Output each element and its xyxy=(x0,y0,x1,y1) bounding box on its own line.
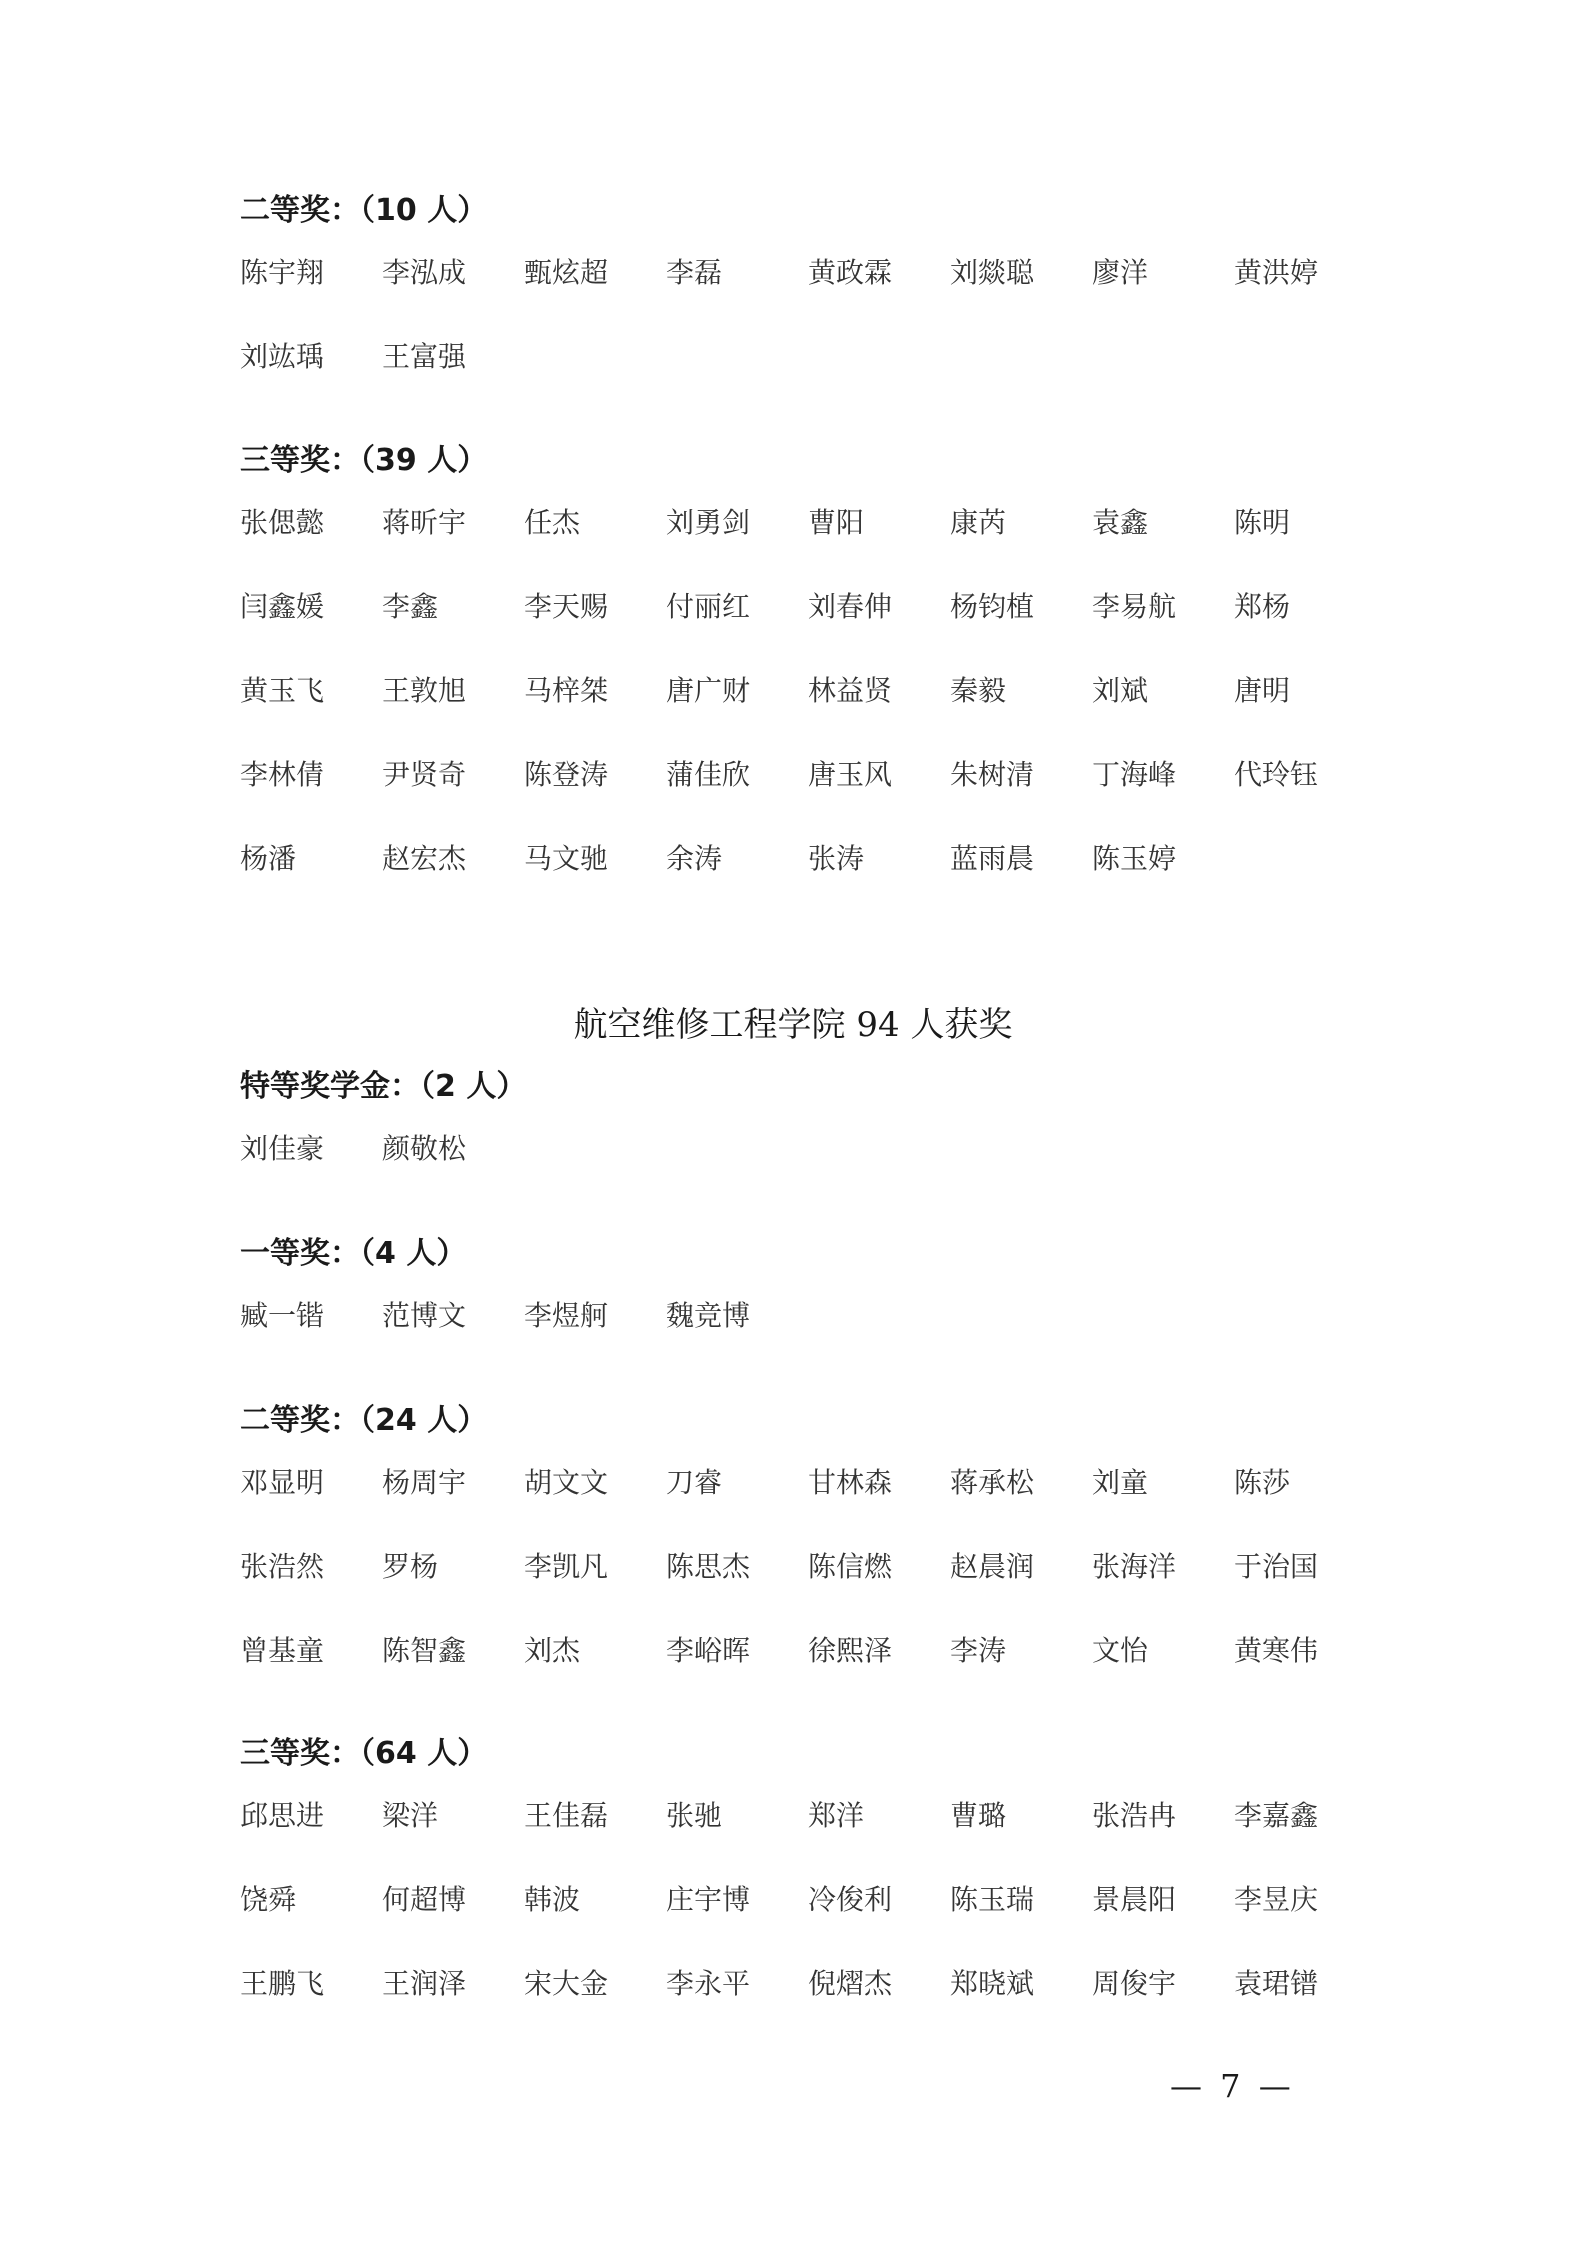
award-section-third-prize-top xyxy=(240,440,1360,880)
awardee-name: 张海洋 xyxy=(1092,1550,1177,1583)
awardee-name: 刘春伸 xyxy=(808,590,893,623)
awardee-name: 刀睿 xyxy=(666,1466,723,1499)
awardee-name: 余涛 xyxy=(666,842,723,875)
awardee-name: 李昱庆 xyxy=(1234,1883,1319,1916)
awardee-name: 张浩冉 xyxy=(1092,1799,1177,1832)
awardee-name: 康芮 xyxy=(950,506,1007,539)
awardee-name: 李涛 xyxy=(950,1634,1007,1667)
awardee-name: 郑杨 xyxy=(1234,590,1291,623)
college-heading: 航空维修工程学院 94 人获奖 xyxy=(573,1005,1013,1045)
awardee-name: 陈思杰 xyxy=(666,1550,751,1583)
page-number: — 7 — xyxy=(1170,2067,1295,2105)
awardee-name: 刘佳豪 xyxy=(240,1132,325,1165)
awardee-name: 甘林森 xyxy=(808,1466,893,1499)
awardee-name: 王佳磊 xyxy=(524,1799,609,1832)
awardee-name: 颜敬松 xyxy=(382,1132,467,1165)
awardee-name: 陈宇翔 xyxy=(240,256,325,289)
awardee-name: 杨潘 xyxy=(240,842,297,875)
awardee-name: 臧一锴 xyxy=(240,1299,325,1332)
awardee-name: 范博文 xyxy=(382,1299,467,1332)
awardee-name: 廖洋 xyxy=(1092,256,1149,289)
awardee-name: 尹贤奇 xyxy=(382,758,467,791)
awardee-name: 陈智鑫 xyxy=(382,1634,467,1667)
section-heading: 三等奖：（39 人） xyxy=(240,443,488,478)
awardee-name: 李峪晖 xyxy=(666,1634,751,1667)
awardee-name: 赵宏杰 xyxy=(382,842,467,875)
awardee-name: 陈玉瑞 xyxy=(950,1883,1035,1916)
section-heading: 特等奖学金：（2 人） xyxy=(240,1069,527,1104)
awardee-name: 刘杰 xyxy=(524,1634,581,1667)
award-section-third-prize xyxy=(240,1733,1360,2005)
name-grid xyxy=(240,1128,1360,1170)
awardee-name: 文怡 xyxy=(1092,1634,1149,1667)
awardee-name: 邱思进 xyxy=(240,1799,325,1832)
awardee-name: 王润泽 xyxy=(382,1967,467,2000)
awardee-name: 景晨阳 xyxy=(1092,1883,1177,1916)
awardee-name: 梁洋 xyxy=(382,1799,439,1832)
awardee-name: 胡文文 xyxy=(524,1466,609,1499)
awardee-name: 任杰 xyxy=(524,506,581,539)
awardee-name: 魏竞博 xyxy=(666,1299,751,1332)
name-grid xyxy=(240,1462,1360,1672)
awardee-name: 李永平 xyxy=(666,1967,751,2000)
awardee-name: 马文驰 xyxy=(524,842,609,875)
awardee-name: 曾基童 xyxy=(240,1634,325,1667)
awardee-name: 何超博 xyxy=(382,1883,467,1916)
awardee-name: 刘燚聪 xyxy=(950,256,1035,289)
award-section-second-prize xyxy=(240,1400,1360,1672)
awardee-name: 付丽红 xyxy=(666,590,751,623)
awardee-name: 林益贤 xyxy=(808,674,893,707)
awardee-name: 罗杨 xyxy=(382,1550,439,1583)
awardee-name: 张涛 xyxy=(808,842,865,875)
awardee-name: 杨周宇 xyxy=(382,1466,467,1499)
awardee-name: 宋大金 xyxy=(524,1967,609,2000)
name-grid xyxy=(240,1295,1360,1337)
awardee-name: 陈明 xyxy=(1234,506,1291,539)
awardee-name: 陈登涛 xyxy=(524,758,609,791)
awardee-name: 李林倩 xyxy=(240,758,325,791)
awardee-name: 唐明 xyxy=(1234,674,1291,707)
awardee-name: 王富强 xyxy=(382,340,467,373)
awardee-name: 闫鑫媛 xyxy=(240,590,325,623)
awardee-name: 王敦旭 xyxy=(382,674,467,707)
awardee-name: 曹璐 xyxy=(950,1799,1007,1832)
awardee-name: 蓝雨晨 xyxy=(950,842,1035,875)
awardee-name: 蒋承松 xyxy=(950,1466,1035,1499)
awardee-name: 王鹏飞 xyxy=(240,1967,325,2000)
awardee-name: 刘斌 xyxy=(1092,674,1149,707)
awardee-name: 饶舜 xyxy=(240,1883,297,1916)
awardee-name: 刘勇剑 xyxy=(666,506,751,539)
awardee-name: 黄寒伟 xyxy=(1234,1634,1319,1667)
awardee-name: 陈信燃 xyxy=(808,1550,893,1583)
awardee-name: 袁鑫 xyxy=(1092,506,1149,539)
awardee-name: 冷俊利 xyxy=(808,1883,893,1916)
awardee-name: 丁海峰 xyxy=(1092,758,1177,791)
awardee-name: 邓显明 xyxy=(240,1466,325,1499)
awardee-name: 黄玉飞 xyxy=(240,674,325,707)
awardee-name: 李易航 xyxy=(1092,590,1177,623)
section-heading: 三等奖：（64 人） xyxy=(240,1736,488,1771)
awardee-name: 曹阳 xyxy=(808,506,865,539)
awardee-name: 于治国 xyxy=(1234,1550,1319,1583)
awardee-name: 秦毅 xyxy=(950,674,1007,707)
awardee-name: 李鑫 xyxy=(382,590,439,623)
awardee-name: 唐广财 xyxy=(666,674,751,707)
awardee-name: 张驰 xyxy=(666,1799,723,1832)
awardee-name: 陈玉婷 xyxy=(1092,842,1177,875)
awardee-name: 张偲懿 xyxy=(240,506,325,539)
awardee-name: 李煜舸 xyxy=(524,1299,609,1332)
awardee-name: 周俊宇 xyxy=(1092,1967,1177,2000)
awardee-name: 刘竑瑀 xyxy=(240,340,325,373)
awardee-name: 唐玉风 xyxy=(808,758,893,791)
awardee-name: 朱树清 xyxy=(950,758,1035,791)
awardee-name: 郑晓斌 xyxy=(950,1967,1035,2000)
awardee-name: 黄洪婷 xyxy=(1234,256,1319,289)
awardee-name: 李凯凡 xyxy=(524,1550,609,1583)
section-heading: 二等奖：（24 人） xyxy=(240,1403,488,1438)
awardee-name: 庄宇博 xyxy=(666,1883,751,1916)
name-grid xyxy=(240,252,1360,378)
awardee-name: 蒲佳欣 xyxy=(666,758,751,791)
awardee-name: 马梓桀 xyxy=(524,674,609,707)
section-heading: 二等奖：（10 人） xyxy=(240,193,488,228)
award-section-special-scholarship xyxy=(240,1066,1360,1170)
awardee-name: 张浩然 xyxy=(240,1550,325,1583)
award-section-first-prize xyxy=(240,1233,1360,1337)
name-grid xyxy=(240,1795,1360,2005)
awardee-name: 甄炫超 xyxy=(524,256,609,289)
awardee-name: 袁珺镨 xyxy=(1234,1967,1319,2000)
awardee-name: 赵晨润 xyxy=(950,1550,1035,1583)
awardee-name: 刘童 xyxy=(1092,1466,1149,1499)
name-grid xyxy=(240,502,1360,880)
awardee-name: 李泓成 xyxy=(382,256,467,289)
awardee-name: 李天赐 xyxy=(524,590,609,623)
awardee-name: 李嘉鑫 xyxy=(1234,1799,1319,1832)
awardee-name: 代玲钰 xyxy=(1234,758,1319,791)
award-section-second-prize-top xyxy=(240,190,1360,378)
awardee-name: 黄政霖 xyxy=(808,256,893,289)
awardee-name: 徐熙泽 xyxy=(808,1634,893,1667)
section-heading: 一等奖：（4 人） xyxy=(240,1236,467,1271)
awardee-name: 陈莎 xyxy=(1234,1466,1291,1499)
awardee-name: 倪熠杰 xyxy=(808,1967,893,2000)
awardee-name: 李磊 xyxy=(666,256,723,289)
awardee-name: 韩波 xyxy=(524,1883,581,1916)
awardee-name: 蒋昕宇 xyxy=(382,506,467,539)
awardee-name: 郑洋 xyxy=(808,1799,865,1832)
awardee-name: 杨钧植 xyxy=(950,590,1035,623)
